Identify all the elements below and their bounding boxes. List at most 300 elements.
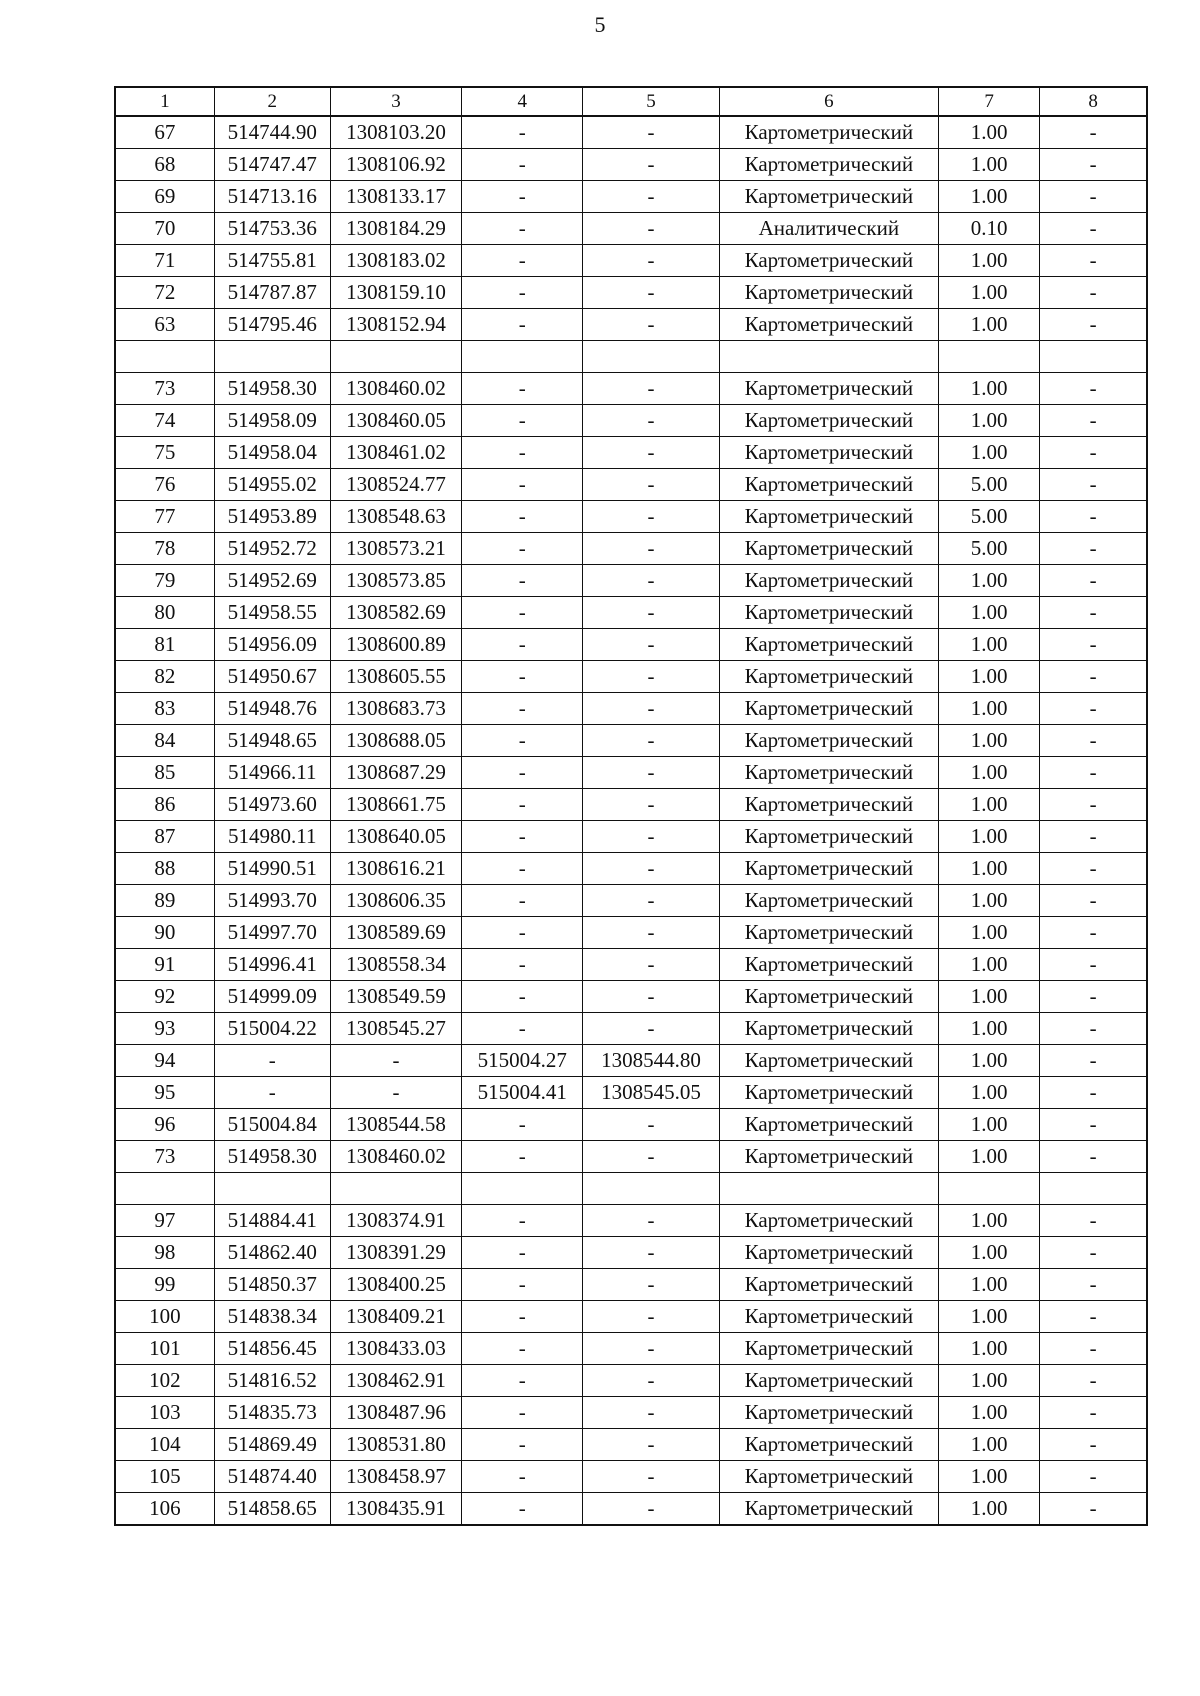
cell-accuracy [939, 341, 1040, 373]
cell-y-new: - [583, 1269, 719, 1301]
cell-x-coordinate: 514795.46 [214, 309, 330, 341]
cell-point-number: 83 [115, 693, 214, 725]
cell-y-coordinate: 1308391.29 [330, 1237, 461, 1269]
cell-accuracy: 1.00 [939, 181, 1040, 213]
cell-x-new: - [462, 437, 583, 469]
cell-x-new [462, 1173, 583, 1205]
table-row [115, 469, 1147, 501]
table-row [115, 181, 1147, 213]
cell-point-number: 73 [115, 373, 214, 405]
cell-x-new: - [462, 1333, 583, 1365]
cell-y-coordinate: - [330, 1077, 461, 1109]
cell-y-coordinate: 1308462.91 [330, 1365, 461, 1397]
cell-method: Картометрический [719, 1461, 938, 1493]
table-row [115, 565, 1147, 597]
cell-y-coordinate: 1308460.05 [330, 405, 461, 437]
cell-point-number: 76 [115, 469, 214, 501]
cell-x-new: - [462, 1429, 583, 1461]
cell-y-new: - [583, 629, 719, 661]
cell-accuracy: 1.00 [939, 405, 1040, 437]
cell-point-number: 93 [115, 1013, 214, 1045]
table-row [115, 1205, 1147, 1237]
cell-accuracy: 1.00 [939, 1269, 1040, 1301]
table-row [115, 1429, 1147, 1461]
cell-method: Картометрический [719, 1205, 938, 1237]
cell-x-new: - [462, 949, 583, 981]
cell-y-coordinate: 1308545.27 [330, 1013, 461, 1045]
cell-x-new: - [462, 149, 583, 181]
cell-note: - [1040, 1333, 1147, 1365]
table-row [115, 1301, 1147, 1333]
cell-y-coordinate: 1308683.73 [330, 693, 461, 725]
cell-method: Картометрический [719, 501, 938, 533]
cell-x-coordinate: 514973.60 [214, 789, 330, 821]
cell-accuracy: 1.00 [939, 725, 1040, 757]
cell-point-number: 96 [115, 1109, 214, 1141]
cell-accuracy: 1.00 [939, 565, 1040, 597]
cell-x-new: - [462, 821, 583, 853]
cell-x-coordinate: 514838.34 [214, 1301, 330, 1333]
separator-row [115, 341, 1147, 373]
cell-method: Картометрический [719, 373, 938, 405]
cell-y-new [583, 341, 719, 373]
cell-accuracy: 1.00 [939, 629, 1040, 661]
cell-accuracy: 1.00 [939, 1301, 1040, 1333]
cell-method: Картометрический [719, 1301, 938, 1333]
cell-note [1040, 1173, 1147, 1205]
cell-point-number: 102 [115, 1365, 214, 1397]
cell-note: - [1040, 309, 1147, 341]
cell-accuracy: 1.00 [939, 885, 1040, 917]
cell-accuracy: 1.00 [939, 661, 1040, 693]
table-row [115, 629, 1147, 661]
cell-point-number: 82 [115, 661, 214, 693]
cell-method: Картометрический [719, 1429, 938, 1461]
table-body [115, 116, 1147, 1525]
cell-note: - [1040, 1461, 1147, 1493]
cell-y-new: - [583, 1333, 719, 1365]
cell-method: Картометрический [719, 821, 938, 853]
cell-x-new: - [462, 245, 583, 277]
cell-y-new: - [583, 1461, 719, 1493]
cell-point-number: 71 [115, 245, 214, 277]
cell-accuracy: 1.00 [939, 277, 1040, 309]
cell-x-coordinate: 514713.16 [214, 181, 330, 213]
cell-y-coordinate: 1308640.05 [330, 821, 461, 853]
cell-x-coordinate: 514948.65 [214, 725, 330, 757]
cell-x-coordinate: 514869.49 [214, 1429, 330, 1461]
table-row [115, 1045, 1147, 1077]
cell-x-coordinate: 514858.65 [214, 1493, 330, 1526]
cell-note: - [1040, 469, 1147, 501]
cell-x-coordinate: - [214, 1077, 330, 1109]
cell-accuracy: 1.00 [939, 981, 1040, 1013]
cell-accuracy: 1.00 [939, 1429, 1040, 1461]
cell-accuracy: 1.00 [939, 373, 1040, 405]
cell-point-number: 90 [115, 917, 214, 949]
cell-y-coordinate: 1308106.92 [330, 149, 461, 181]
cell-y-new: - [583, 149, 719, 181]
cell-point-number: 75 [115, 437, 214, 469]
cell-method: Картометрический [719, 1109, 938, 1141]
cell-point-number: 99 [115, 1269, 214, 1301]
table-row [115, 116, 1147, 149]
cell-method: Картометрический [719, 1397, 938, 1429]
cell-accuracy: 1.00 [939, 757, 1040, 789]
cell-x-new: - [462, 309, 583, 341]
cell-x-new: - [462, 1205, 583, 1237]
cell-x-new: - [462, 1365, 583, 1397]
cell-y-coordinate: 1308573.21 [330, 533, 461, 565]
cell-method: Картометрический [719, 245, 938, 277]
cell-x-new: - [462, 1141, 583, 1173]
cell-method: Картометрический [719, 469, 938, 501]
cell-y-coordinate: 1308400.25 [330, 1269, 461, 1301]
table-row [115, 821, 1147, 853]
cell-y-coordinate: 1308616.21 [330, 853, 461, 885]
cell-y-new: - [583, 1493, 719, 1526]
cell-x-new: - [462, 757, 583, 789]
cell-y-coordinate: 1308549.59 [330, 981, 461, 1013]
cell-note: - [1040, 181, 1147, 213]
cell-note: - [1040, 1301, 1147, 1333]
table-row [115, 1333, 1147, 1365]
table-row [115, 885, 1147, 917]
cell-x-new: - [462, 853, 583, 885]
cell-y-new: - [583, 981, 719, 1013]
table-row [115, 661, 1147, 693]
table-row [115, 373, 1147, 405]
cell-point-number: 67 [115, 116, 214, 149]
cell-accuracy: 1.00 [939, 1461, 1040, 1493]
separator-row [115, 1173, 1147, 1205]
cell-note: - [1040, 1397, 1147, 1429]
cell-accuracy: 5.00 [939, 501, 1040, 533]
table-row [115, 1013, 1147, 1045]
cell-x-coordinate: 514953.89 [214, 501, 330, 533]
cell-x-coordinate: 514948.76 [214, 693, 330, 725]
cell-x-coordinate: 514952.69 [214, 565, 330, 597]
cell-point-number: 97 [115, 1205, 214, 1237]
table-row [115, 213, 1147, 245]
cell-note: - [1040, 1109, 1147, 1141]
table-row [115, 277, 1147, 309]
cell-x-new: - [462, 469, 583, 501]
cell-x-new: - [462, 1461, 583, 1493]
cell-x-coordinate: 514958.30 [214, 373, 330, 405]
cell-x-coordinate: 514874.40 [214, 1461, 330, 1493]
cell-accuracy: 1.00 [939, 1077, 1040, 1109]
cell-y-new: - [583, 1205, 719, 1237]
column-header-5: 5 [583, 87, 719, 116]
table-row [115, 1109, 1147, 1141]
cell-x-coordinate: 514787.87 [214, 277, 330, 309]
cell-y-new: - [583, 565, 719, 597]
cell-method: Картометрический [719, 1365, 938, 1397]
cell-y-new: - [583, 181, 719, 213]
table-header [115, 87, 1147, 116]
cell-y-new [583, 1173, 719, 1205]
cell-point-number: 91 [115, 949, 214, 981]
cell-method: Картометрический [719, 949, 938, 981]
cell-y-new: - [583, 597, 719, 629]
cell-x-new: - [462, 725, 583, 757]
cell-x-new: - [462, 1493, 583, 1526]
cell-accuracy: 1.00 [939, 149, 1040, 181]
cell-accuracy: 1.00 [939, 1205, 1040, 1237]
table-row [115, 245, 1147, 277]
cell-note: - [1040, 917, 1147, 949]
cell-method: Картометрический [719, 917, 938, 949]
cell-point-number: 73 [115, 1141, 214, 1173]
cell-y-coordinate: 1308159.10 [330, 277, 461, 309]
cell-y-new: - [583, 373, 719, 405]
cell-y-coordinate: 1308605.55 [330, 661, 461, 693]
table-row [115, 725, 1147, 757]
column-header-7: 7 [939, 87, 1040, 116]
cell-y-coordinate: 1308531.80 [330, 1429, 461, 1461]
cell-accuracy: 1.00 [939, 789, 1040, 821]
cell-y-coordinate [330, 341, 461, 373]
cell-method: Картометрический [719, 309, 938, 341]
cell-x-new: - [462, 405, 583, 437]
cell-x-new: - [462, 693, 583, 725]
cell-y-coordinate: 1308184.29 [330, 213, 461, 245]
cell-x-new: - [462, 213, 583, 245]
cell-point-number: 70 [115, 213, 214, 245]
cell-x-coordinate: 514856.45 [214, 1333, 330, 1365]
cell-x-coordinate: 514755.81 [214, 245, 330, 277]
cell-x-new: - [462, 629, 583, 661]
cell-point-number: 81 [115, 629, 214, 661]
cell-point-number: 78 [115, 533, 214, 565]
cell-point-number: 74 [115, 405, 214, 437]
cell-point-number: 77 [115, 501, 214, 533]
cell-x-coordinate: 514958.55 [214, 597, 330, 629]
cell-accuracy: 1.00 [939, 1237, 1040, 1269]
cell-y-coordinate: 1308606.35 [330, 885, 461, 917]
cell-x-coordinate: 514958.04 [214, 437, 330, 469]
column-header-6: 6 [719, 87, 938, 116]
cell-y-coordinate: 1308374.91 [330, 1205, 461, 1237]
cell-y-coordinate: 1308582.69 [330, 597, 461, 629]
cell-note: - [1040, 1269, 1147, 1301]
cell-x-coordinate: 514747.47 [214, 149, 330, 181]
cell-note: - [1040, 1141, 1147, 1173]
cell-note: - [1040, 1493, 1147, 1526]
cell-x-new: - [462, 1301, 583, 1333]
cell-note: - [1040, 533, 1147, 565]
cell-x-coordinate: 514744.90 [214, 116, 330, 149]
cell-accuracy: 1.00 [939, 1045, 1040, 1077]
cell-y-coordinate: 1308688.05 [330, 725, 461, 757]
cell-note: - [1040, 1205, 1147, 1237]
cell-accuracy: 1.00 [939, 1493, 1040, 1526]
cell-accuracy [939, 1173, 1040, 1205]
cell-y-coordinate: 1308458.97 [330, 1461, 461, 1493]
cell-note: - [1040, 981, 1147, 1013]
cell-y-new: - [583, 1397, 719, 1429]
cell-y-new: - [583, 725, 719, 757]
cell-y-coordinate: 1308544.58 [330, 1109, 461, 1141]
cell-y-new: - [583, 885, 719, 917]
cell-y-coordinate: 1308435.91 [330, 1493, 461, 1526]
cell-y-new: - [583, 309, 719, 341]
cell-x-new: - [462, 181, 583, 213]
cell-x-coordinate: 514966.11 [214, 757, 330, 789]
cell-x-new: - [462, 661, 583, 693]
cell-y-new: 1308545.05 [583, 1077, 719, 1109]
cell-x-coordinate: 514862.40 [214, 1237, 330, 1269]
cell-x-coordinate: 515004.84 [214, 1109, 330, 1141]
cell-y-new: - [583, 661, 719, 693]
cell-method: Картометрический [719, 1045, 938, 1077]
table-row [115, 149, 1147, 181]
cell-y-new: - [583, 437, 719, 469]
cell-point-number [115, 341, 214, 373]
cell-y-new: - [583, 1141, 719, 1173]
cell-y-new: - [583, 949, 719, 981]
cell-y-new: - [583, 213, 719, 245]
cell-y-coordinate: 1308687.29 [330, 757, 461, 789]
column-header-4: 4 [462, 87, 583, 116]
cell-accuracy: 1.00 [939, 693, 1040, 725]
cell-method [719, 1173, 938, 1205]
cell-y-coordinate: 1308600.89 [330, 629, 461, 661]
cell-x-new: 515004.41 [462, 1077, 583, 1109]
cell-note: - [1040, 1365, 1147, 1397]
cell-y-new: - [583, 1013, 719, 1045]
cell-method: Картометрический [719, 629, 938, 661]
cell-x-new: - [462, 885, 583, 917]
cell-y-coordinate: 1308661.75 [330, 789, 461, 821]
cell-point-number: 101 [115, 1333, 214, 1365]
cell-y-new: - [583, 245, 719, 277]
cell-note: - [1040, 693, 1147, 725]
cell-y-coordinate: - [330, 1045, 461, 1077]
cell-method: Картометрический [719, 277, 938, 309]
cell-y-coordinate: 1308524.77 [330, 469, 461, 501]
cell-method: Картометрический [719, 533, 938, 565]
cell-accuracy: 1.00 [939, 245, 1040, 277]
cell-y-new: - [583, 1365, 719, 1397]
cell-point-number [115, 1173, 214, 1205]
table-row [115, 757, 1147, 789]
cell-note: - [1040, 437, 1147, 469]
cell-y-new: - [583, 853, 719, 885]
cell-method: Картометрический [719, 757, 938, 789]
cell-note: - [1040, 789, 1147, 821]
cell-note: - [1040, 725, 1147, 757]
cell-x-new: - [462, 373, 583, 405]
cell-y-new: - [583, 405, 719, 437]
cell-accuracy: 1.00 [939, 597, 1040, 629]
cell-note: - [1040, 501, 1147, 533]
cell-accuracy: 1.00 [939, 437, 1040, 469]
table-row [115, 1397, 1147, 1429]
cell-y-new: - [583, 469, 719, 501]
table-row [115, 309, 1147, 341]
cell-x-coordinate: 514955.02 [214, 469, 330, 501]
cell-note: - [1040, 629, 1147, 661]
cell-note: - [1040, 1429, 1147, 1461]
cell-method [719, 341, 938, 373]
cell-accuracy: 1.00 [939, 1397, 1040, 1429]
page-number: 5 [594, 12, 606, 37]
cell-y-new: - [583, 821, 719, 853]
cell-y-coordinate: 1308558.34 [330, 949, 461, 981]
cell-x-coordinate: - [214, 1045, 330, 1077]
table-row [115, 1141, 1147, 1173]
cell-method: Аналитический [719, 213, 938, 245]
column-header-1: 1 [115, 87, 214, 116]
table-row [115, 853, 1147, 885]
cell-method: Картометрический [719, 661, 938, 693]
cell-y-coordinate: 1308460.02 [330, 1141, 461, 1173]
cell-method: Картометрический [719, 597, 938, 629]
cell-x-coordinate: 515004.22 [214, 1013, 330, 1045]
cell-y-coordinate: 1308573.85 [330, 565, 461, 597]
cell-x-new: - [462, 917, 583, 949]
cell-x-coordinate: 514816.52 [214, 1365, 330, 1397]
cell-y-new: - [583, 1301, 719, 1333]
table-row [115, 693, 1147, 725]
cell-y-coordinate: 1308433.03 [330, 1333, 461, 1365]
cell-x-coordinate: 514950.67 [214, 661, 330, 693]
cell-point-number: 69 [115, 181, 214, 213]
cell-accuracy: 1.00 [939, 116, 1040, 149]
cell-y-coordinate: 1308133.17 [330, 181, 461, 213]
table-row [115, 1269, 1147, 1301]
cell-point-number: 80 [115, 597, 214, 629]
cell-x-new: - [462, 1109, 583, 1141]
cell-note: - [1040, 373, 1147, 405]
cell-y-new: - [583, 501, 719, 533]
cell-y-new: - [583, 789, 719, 821]
cell-y-coordinate: 1308460.02 [330, 373, 461, 405]
cell-point-number: 86 [115, 789, 214, 821]
cell-point-number: 63 [115, 309, 214, 341]
cell-note: - [1040, 245, 1147, 277]
cell-x-coordinate: 514990.51 [214, 853, 330, 885]
cell-x-new: - [462, 981, 583, 1013]
cell-x-coordinate: 514952.72 [214, 533, 330, 565]
cell-point-number: 84 [115, 725, 214, 757]
cell-y-coordinate: 1308548.63 [330, 501, 461, 533]
cell-point-number: 106 [115, 1493, 214, 1526]
cell-note: - [1040, 1045, 1147, 1077]
cell-method: Картометрический [719, 116, 938, 149]
column-header-3: 3 [330, 87, 461, 116]
cell-note: - [1040, 757, 1147, 789]
table-row [115, 533, 1147, 565]
cell-y-new: - [583, 1237, 719, 1269]
cell-method: Картометрический [719, 437, 938, 469]
cell-point-number: 100 [115, 1301, 214, 1333]
cell-point-number: 79 [115, 565, 214, 597]
cell-x-new: - [462, 789, 583, 821]
cell-method: Картометрический [719, 405, 938, 437]
cell-note: - [1040, 821, 1147, 853]
cell-x-new: - [462, 277, 583, 309]
cell-point-number: 95 [115, 1077, 214, 1109]
cell-note: - [1040, 661, 1147, 693]
cell-accuracy: 1.00 [939, 1109, 1040, 1141]
cell-y-coordinate: 1308461.02 [330, 437, 461, 469]
cell-y-coordinate: 1308152.94 [330, 309, 461, 341]
cell-method: Картометрический [719, 565, 938, 597]
table-row [115, 437, 1147, 469]
